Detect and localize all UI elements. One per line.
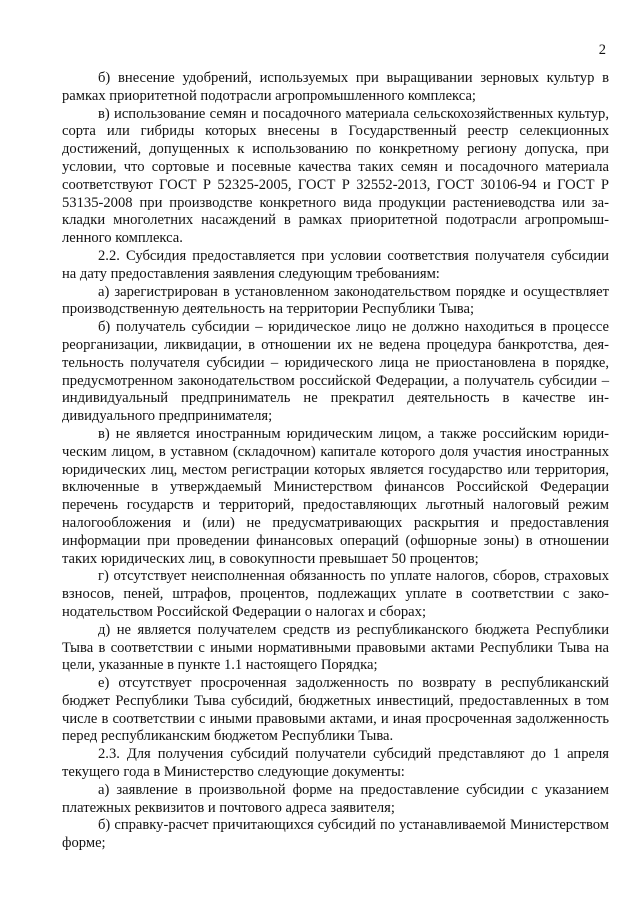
paragraph-b-calculation: б) справку-расчет причитающихся субсидий по устанавливаемой Министерством форме; <box>62 817 609 852</box>
paragraph-v-seeds: в) использование семян и посадочного материала сельскохозяйственных культур, сорта или гибриды которых внесены в Государственный реестр селекционных достижений, допущенных к использованию по конкретному региону допуска, при условии, что сортовые и посевные качества таких семян и посадочного материала соответствуют ГОСТ Р 52325-2005, ГОСТ Р 32552-2013, ГОСТ 30106-94 и ГОСТ Р 53135-2008 при производстве конкретного вида продукции растениеводства или закладки многолетних насаждений в рамках приоритетной подотрасли агропромышленного комплекса. <box>62 105 609 247</box>
paragraph-b-fertilizers: б) внесение удобрений, используемых при выращивании зерновых культур в рамках приоритетной подотрасли агропромышленного комплекса; <box>62 70 609 104</box>
page-number: 2 <box>598 42 606 58</box>
paragraph-2-2-conditions: 2.2. Субсидия предоставляется при условии соответствия получателя субсидии на дату предоставления заявления следующим требованиям: <box>62 247 609 282</box>
paragraph-b-not-reorganized: б) получатель субсидии – юридическое лицо не должно находиться в процессе реорганизации, ликвидации, в отношении их не ведена процедура банкротства, деятельность получателя субсидии – юридического лица не приостановлена в порядке, предусмотренном законодательством российской Федерации, а получатель субсидии – индивидуальный предприниматель не прекратил деятельность в качестве индивидуального предпринимателя; <box>62 319 609 425</box>
paragraph-e-no-overdue-debt: е) отсутствует просроченная задолженность по возврату в республиканский бюджет Республики Тыва субсидий, бюджетных инвестиций, предоставленных в том числе в соответствии с иными правовыми актами, и иная просроченная задолженность перед республиканским бюджетом Республики Тыва. <box>62 675 609 745</box>
paragraph-v-not-foreign: в) не является иностранным юридическим лицом, а также российским юридическим лицом, в уставном (складочном) капитале которого доля участия иностранных юридических лиц, местом регистрации которых является государство или территория, включенные в утверждаемый Министерством финансов Российской Федерации перечень государств и территорий, предоставляющих льготный налоговый режим налогообложения и (или) не предусматривающих раскрытия и предоставления информации при проведении финансовых операций (офшорные зоны) в отношении таких юридических лиц, в совокупности превышает 50 процентов; <box>62 425 609 567</box>
paragraph-d-not-recipient: д) не является получателем средств из республиканского бюджета Республики Тыва в соответствии с иными нормативными правовыми актами Республики Тыва на цели, указанные в пункте 1.1 настоящего Порядка; <box>62 621 609 674</box>
paragraph-a-registered: а) зарегистрирован в установленном законодательством порядке и осуществляет производственную деятельность на территории Республики Тыва; <box>62 283 609 318</box>
paragraph-a-application: а) заявление в произвольной форме на предоставление субсидии с указанием платежных реквизитов и почтового адреса заявителя; <box>62 781 609 816</box>
document-body <box>62 70 609 853</box>
paragraph-2-3-documents: 2.3. Для получения субсидий получатели субсидий представляют до 1 апреля текущего года в Министерство следующие документы: <box>62 746 609 781</box>
paragraph-g-no-tax-debt: г) отсутствует неисполненная обязанность по уплате налогов, сборов, страховых взносов, пеней, штрафов, процентов, подлежащих уплате в соответствии с законодательством Российской Федерации о налогах и сборах; <box>62 568 609 620</box>
